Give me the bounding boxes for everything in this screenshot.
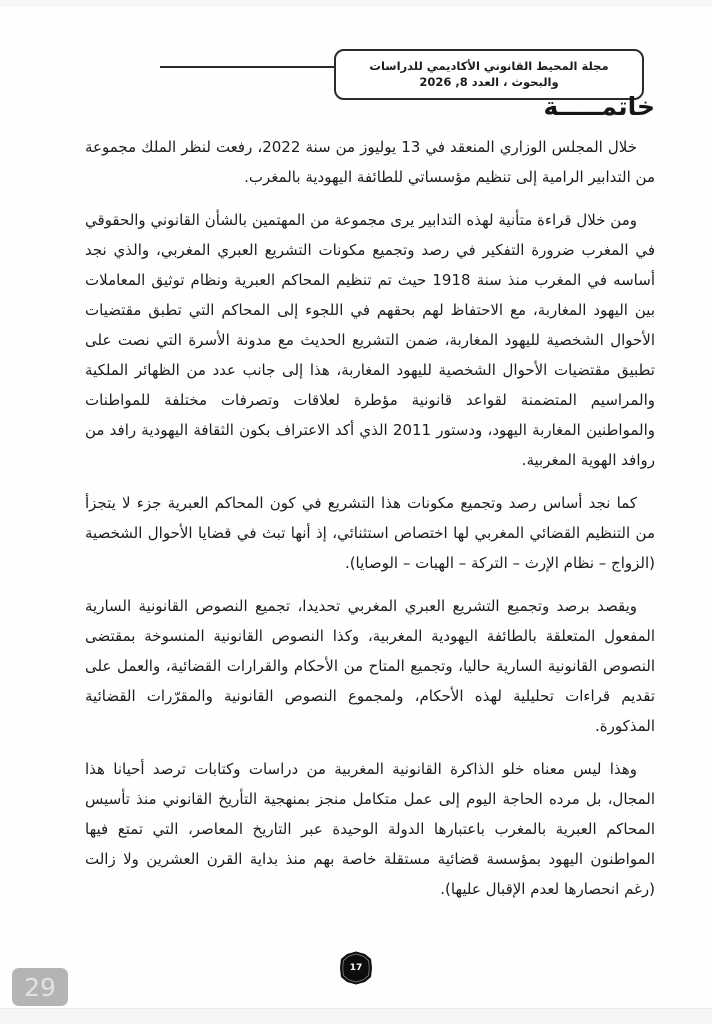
article-body (85, 132, 655, 917)
bottom-edge-strip (0, 1008, 712, 1024)
paragraph: خلال المجلس الوزاري المنعقد في 13 يوليوز من سنة 2022، رفعت لنظر الملك مجموعة من التدابير الرامية إلى تنظيم مؤسساتي للطائفة اليهودية بالمغرب. (85, 138, 655, 186)
top-edge-strip (0, 0, 712, 6)
page-number-ornament (338, 951, 374, 985)
scan-page-badge (12, 968, 68, 1006)
section-heading-conclusion: خاتمـــــة (543, 92, 655, 121)
page-number: 17 (349, 963, 363, 973)
scan-page-number: 29 (24, 972, 56, 1002)
paragraph: ومن خلال قراءة متأنية لهذه التدابير يرى مجموعة من المهتمين بالشأن القانوني والحقوقي في المغرب ضرورة التفكير في رصد وتجميع مكونات التشريع العبري المغربي، والذي نجد أساسه في المغرب منذ سنة 1918 حيث تم تنظيم المحاكم العبرية ونظام توثيق المعاملات بين اليهود المغاربة، مع الاحتفاظ لهم بحقهم في اللجوء إلى المحاكم التي تطبق مقتضيات الأحوال الشخصية لليهود المغاربة، ضمن التشريع الحديث مع مدونة الأسرة التي نصت على تطبيق مقتضيات الأحوال الشخصية لليهود المغاربة، هذا إلى جانب عدد من الظهائر الملكية والمراسيم المتضمنة لقواعد قانونية مؤطرة لعلاقات وتصرفات مختلفة للمواطنات والمواطنين المغاربة اليهود، ودستور 2011 الذي أكد الاعتراف بكون الثقافة اليهودية رافد من روافد الهوية المغربية. (85, 211, 655, 469)
journal-title: مجلة المحيط القانوني الأكاديمي للدراسات والبحوث ، العدد 8, 2026 (369, 59, 609, 90)
paragraph: كما نجد أساس رصد وتجميع مكونات هذا التشريع في كون المحاكم العبرية جزء لا يتجزأ من التنظيم القضائي المغربي لها اختصاص استثنائي، إذ أنها تبث في قضايا الأحوال الشخصية (الزواج – نظام الإرث – التركة – الهبات – الوصايا). (85, 494, 655, 572)
paragraph: ويقصد برصد وتجميع التشريع العبري المغربي تحديدا، تجميع النصوص القانونية السارية المفعول المتعلقة بالطائفة اليهودية المغربية، وكذا النصوص القانونية المنسوخة بمقتضى النصوص القانونية السارية حاليا، وتجميع المتاح من الأحكام والقرارات القضائية، والعمل على تقديم قراءات تحليلية لهذه الأحكام، ولمجموع النصوص القانونية والمقرّرات القضائية المذكورة. (85, 597, 655, 735)
paragraph: وهذا ليس معناه خلو الذاكرة القانونية المغربية من دراسات وكتابات ترصد أحيانا هذا المجال، بل مرده الحاجة اليوم إلى عمل متكامل منجز بمنهجية التأريخ القانوني منذ تأسيس المحاكم العبرية بالمغرب باعتبارها الدولة الوحيدة عبر التاريخ المعاصر، التي تمتع فيها المواطنون اليهود بمؤسسة قضائية مستقلة خاصة بهم منذ بداية القرن العشرين ولا زالت (رغم انحصارها لعدم الإقبال عليها). (85, 760, 655, 898)
header-rule-line (160, 66, 346, 68)
